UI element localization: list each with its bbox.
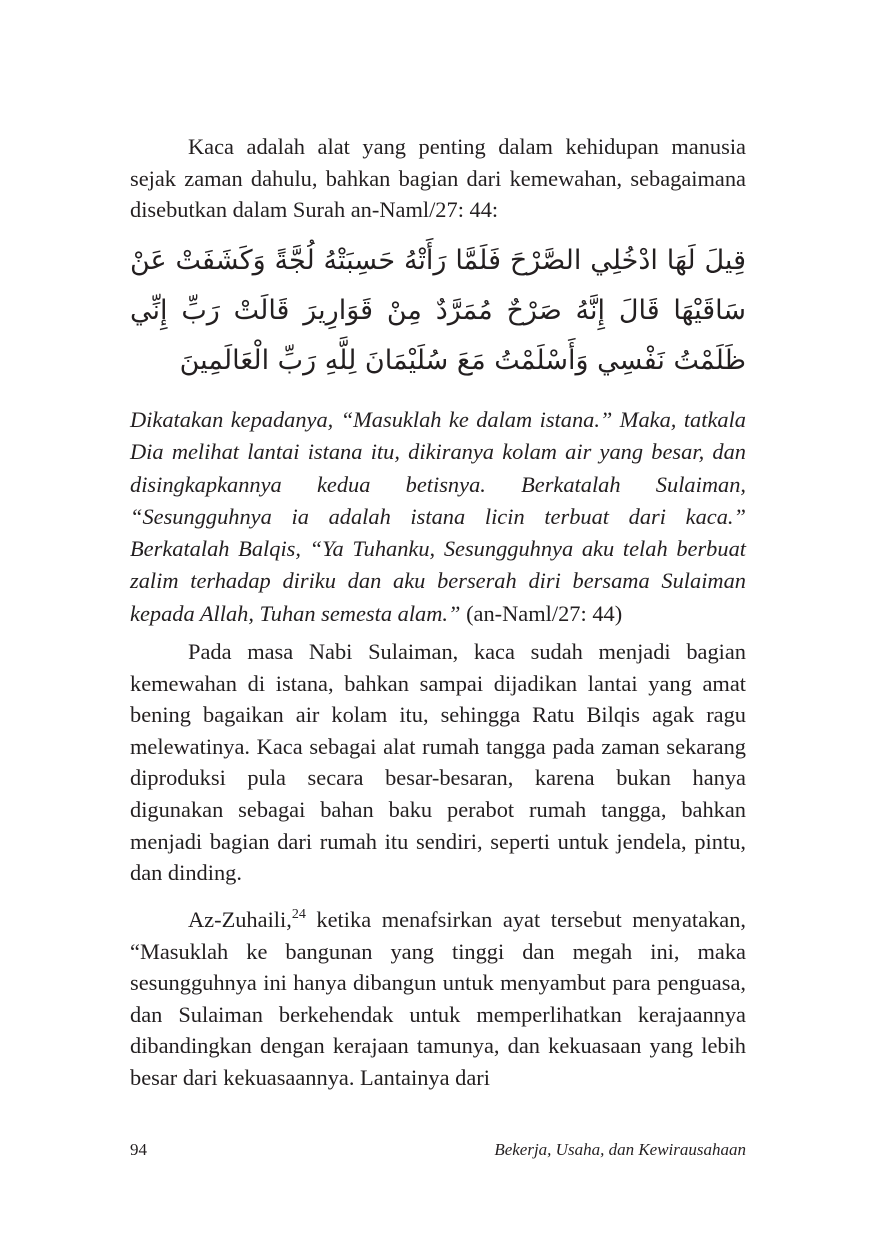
paragraph-intro: Kaca adalah alat yang penting dalam kehidupan manusia sejak zaman dahulu, bahkan bagian dari kemewahan, sebagaimana disebutkan dalam Surah an-Naml/27: 44: xyxy=(130,134,746,223)
running-footer-title: Bekerja, Usaha, dan Kewirausahaan xyxy=(494,1140,746,1159)
paragraph-zuhaili-text: ketika menafsirkan ayat tersebut menyatakan, “Masuklah ke bangunan yang tinggi dan megah ini, maka sesungguhnya ini hanya dibangun untuk menyambut para penguasa, dan Sulaiman berkehendak untuk memperlihatkan kerajaannya dibandingkan dengan kerajaan tamunya, dan kekuasaan yang lebih besar dari kekuasaannya. Lantainya dari xyxy=(130,907,746,1090)
paragraph-sulaiman: Pada masa Nabi Sulaiman, kaca sudah menjadi bagian kemewahan di istana, bahkan sampai dijadikan lantai yang amat bening bagaikan air kolam itu, sehingga Ratu Bilqis agak ragu melewatinya. Kaca sebagai alat rumah tangga pada zaman sekarang diproduksi pula secara besar-besaran, karena bukan hanya digunakan sebagai bahan baku perabot rumah tangga, bahkan menjadi bagian dari rumah itu sendiri, seperti untuk jendela, pintu, dan dinding. xyxy=(130,639,746,886)
author-name: Az-Zuhaili, xyxy=(188,907,292,932)
paragraph-zuhaili xyxy=(130,904,746,1094)
translation-text: Dikatakan kepadanya, “Masuklah ke dalam istana.” Maka, tatkala Dia melihat lantai istana itu, dikiranya kolam air yang besar, dan disingkapkannya kedua betisnya. Berkatalah Sulaiman, “Sesungguhnya ia adalah istana licin terbuat dari kaca.” Berkatalah Balqis, “Ya Tuhanku, Sesungguhnya aku telah berbuat zalim terhadap diriku dan aku berserah diri bersama Sulaiman kepada Allah, Tuhan semesta alam.” xyxy=(130,407,746,626)
translation-citation: (an-Naml/27: 44) xyxy=(466,600,623,626)
verse-translation xyxy=(130,404,746,630)
page-number: 94 xyxy=(130,1140,147,1159)
arabic-verse: قِيلَ لَهَا ادْخُلِي الصَّرْحَ فَلَمَّا رَأَتْهُ حَسِبَتْهُ لُجَّةً وَكَشَفَتْ عَنْ سَاقَيْهَا قَالَ إِنَّهُ صَرْحٌ مُمَرَّدٌ مِنْ قَوَارِيرَ قَالَتْ رَبِّ إِنِّي ظَلَمْتُ نَفْسِي وَأَسْلَمْتُ مَعَ سُلَيْمَانَ لِلَّهِ رَبِّ الْعَالَمِينَ xyxy=(130,245,746,376)
footnote-marker[interactable]: 24 xyxy=(291,907,306,922)
